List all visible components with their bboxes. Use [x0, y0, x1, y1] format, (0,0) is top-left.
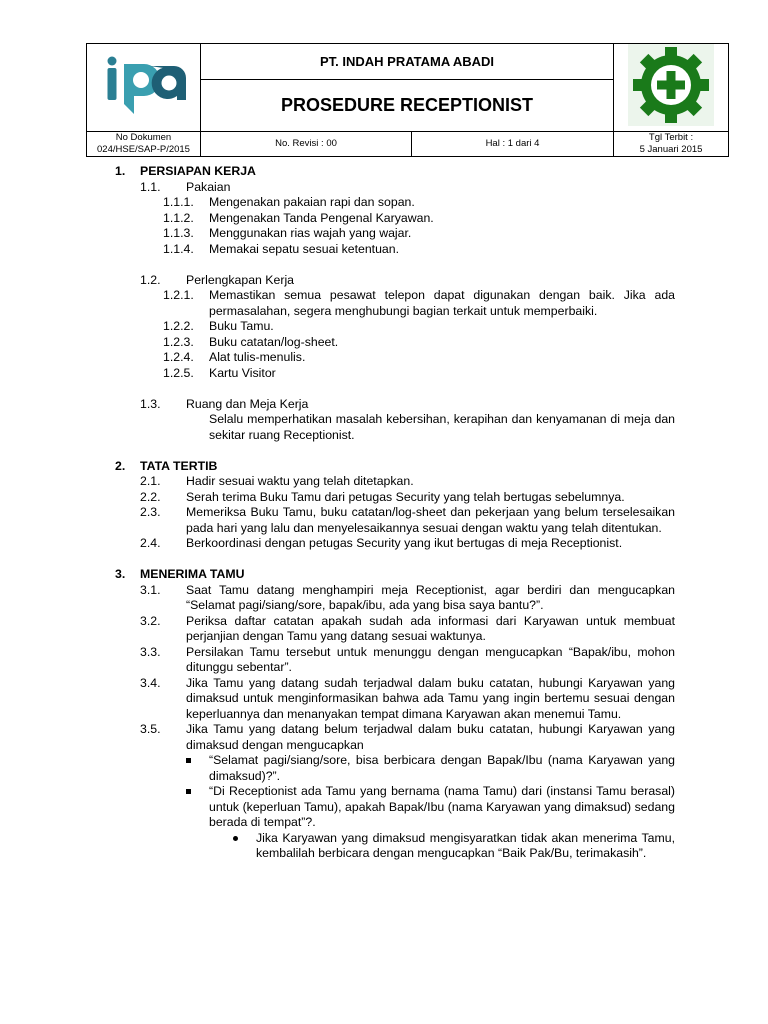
item-number: 2.2. — [140, 489, 161, 504]
item-text: Memeriksa Buku Tamu, buku catatan/log-sheet dan pekerjaan yang belum terselesaikan pada hari yang lalu dan menyelesaikannya sesuai dengan waktu yang telah ditentukan. — [186, 505, 675, 535]
item-number: 3.1. — [140, 582, 161, 597]
item-text: Jika Tamu yang datang sudah terjadwal dalam buku catatan, hubungi Karyawan yang dimaksud untuk menginformasikan bahwa ada Tamu yang ingin bertemu sesuai dengan keperluannya dan menanyakan tempat dimana Karyawan akan menemui Tamu. — [186, 675, 675, 721]
item-number: 3.3. — [140, 644, 161, 659]
revision-number: No. Revisi : 00 — [201, 132, 412, 157]
bullet-item — [115, 753, 675, 784]
list-item — [115, 211, 675, 227]
list-item — [115, 288, 675, 319]
square-bullet-icon — [186, 789, 191, 794]
subbullet-text: Jika Karyawan yang dimaksud mengisyaratkan tidak akan menerima Tamu, kembalilah berbicara dengan mengucapkan “Baik Pak/Bu, terimakasih”. — [256, 830, 675, 860]
item-text: Berkoordinasi dengan petugas Security yang ikut bertugas di meja Receptionist. — [186, 536, 623, 550]
list-item — [115, 335, 675, 351]
item-number: 3.4. — [140, 675, 161, 690]
item-number: 2.3. — [140, 505, 161, 519]
paragraph: Selalu memperhatikan masalah kebersihan, kerapihan dan kenyamanan di meja dan sekitar ruang Receptionist. — [209, 412, 675, 442]
bullet-text: “Selamat pagi/siang/sore, bisa berbicara dengan Bapak/Ibu (nama Karyawan yang dimaksud)?”. — [209, 753, 675, 783]
document-title: PROSEDURE RECEPTIONIST — [201, 80, 614, 132]
list-item — [115, 226, 675, 242]
item-text: Mengenakan Tanda Pengenal Karyawan. — [209, 210, 434, 225]
round-bullet-icon — [233, 836, 238, 841]
item-text: Menggunakan rias wajah yang wajar. — [209, 226, 412, 240]
list-item — [115, 490, 675, 506]
square-bullet-icon — [186, 758, 191, 763]
section-number: 3. — [115, 567, 126, 581]
list-item — [115, 536, 675, 552]
safety-logo-cell — [614, 44, 729, 132]
issue-date — [614, 132, 729, 157]
item-number: 1.1.2. — [163, 210, 194, 225]
section-title: MENERIMA TAMU — [140, 567, 245, 581]
item-text: Jika Tamu yang datang belum terjadwal dalam buku catatan, hubungi Karyawan yang dimaksud dengan mengucapkan — [186, 722, 675, 752]
subsection-number: 1.1. — [140, 179, 161, 194]
list-item — [115, 645, 675, 676]
item-number: 3.2. — [140, 613, 161, 628]
list-item — [115, 676, 675, 723]
item-number: 2.1. — [140, 474, 161, 488]
subsection-title: Pakaian — [186, 179, 231, 194]
subsection-heading — [115, 180, 675, 196]
list-item — [115, 242, 675, 258]
section-title: PERSIAPAN KERJA — [140, 164, 256, 178]
subsection-number: 1.2. — [140, 272, 161, 287]
doc-no-value: 024/HSE/SAP-P/2015 — [97, 144, 190, 155]
item-number: 3.5. — [140, 722, 161, 736]
item-text: Mengenakan pakaian rapi dan sopan. — [209, 195, 415, 209]
section-tata-tertib — [115, 459, 675, 552]
ipa-logo — [98, 54, 190, 116]
item-number: 1.1.4. — [163, 241, 194, 256]
list-item — [115, 195, 675, 211]
subsection-title: Perlengkapan Kerja — [186, 272, 295, 287]
item-number: 1.1.1. — [163, 195, 194, 209]
item-number: 2.4. — [140, 536, 161, 550]
item-text: Hadir sesuai waktu yang telah ditetapkan. — [186, 474, 414, 488]
item-text: Alat tulis-menulis. — [209, 350, 306, 364]
page-number: Hal : 1 dari 4 — [412, 132, 614, 157]
item-number: 1.2.5. — [163, 365, 194, 380]
item-text: Periksa daftar catatan apakah sudah ada informasi dari Karyawan untuk membuat perjanjian dengan Tamu yang datang sesuai waktunya. — [186, 613, 675, 643]
item-number: 1.2.3. — [163, 334, 194, 349]
document-number — [87, 132, 201, 157]
bullet-item — [115, 784, 675, 831]
subsection-number: 1.3. — [140, 396, 161, 411]
item-text: Memakai sepatu sesuai ketentuan. — [209, 241, 400, 256]
item-text: Persilakan Tamu tersebut untuk menunggu dengan mengucapkan “Bapak/ibu, mohon ditunggu sebentar”. — [186, 644, 675, 674]
company-logo-cell — [87, 44, 201, 132]
item-number: 1.2.2. — [163, 319, 194, 333]
issue-date-value: 5 Januari 2015 — [639, 144, 703, 155]
bullet-text: “Di Receptionist ada Tamu yang bernama (nama Tamu) dari (instansi Tamu berasal) untuk (keperluan Tamu), apakah Bapak/Ibu (nama Karyawan yang dimaksud) sedang berada di tempat”?. — [209, 784, 675, 829]
list-item — [115, 722, 675, 753]
item-text: Buku catatan/log-sheet. — [209, 334, 339, 349]
list-item — [115, 505, 675, 536]
document-body — [115, 164, 675, 862]
section-persiapan-kerja — [115, 164, 675, 443]
section-title: TATA TERTIB — [140, 458, 218, 473]
item-text: Memastikan semua pesawat telepon dapat digunakan dengan baik. Jika ada permasalahan, segera menghubungi bagian terkait untuk memperbaiki. — [209, 288, 675, 318]
item-text: Kartu Visitor — [209, 365, 276, 380]
list-item — [115, 474, 675, 490]
item-number: 1.2.1. — [163, 288, 194, 302]
list-item — [115, 583, 675, 614]
item-text: Saat Tamu datang menghampiri meja Receptionist, agar berdiri dan mengucapkan “Selamat pagi/siang/sore, bapak/ibu, ada yang bisa saya bantu?”. — [186, 582, 675, 612]
item-number: 1.1.3. — [163, 226, 194, 240]
list-item — [115, 350, 675, 366]
section-number: 1. — [115, 164, 126, 178]
item-text: Buku Tamu. — [209, 319, 274, 333]
item-number: 1.2.4. — [163, 350, 194, 364]
subbullet-item — [115, 831, 675, 862]
section-number: 2. — [115, 458, 126, 473]
company-name: PT. INDAH PRATAMA ABADI — [201, 44, 614, 80]
document-header — [86, 43, 728, 155]
list-item — [115, 366, 675, 382]
subsection-heading — [115, 397, 675, 413]
subsection-title: Ruang dan Meja Kerja — [186, 396, 309, 411]
list-item — [115, 614, 675, 645]
doc-no-label: No Dokumen — [115, 132, 172, 143]
safety-gear-cross-icon — [628, 44, 714, 126]
item-text: Serah terima Buku Tamu dari petugas Security yang telah bertugas sebelumnya. — [186, 489, 625, 504]
issue-date-label: Tgl Terbit : — [648, 132, 694, 143]
list-item — [115, 319, 675, 335]
section-menerima-tamu — [115, 567, 675, 862]
subsection-heading — [115, 273, 675, 289]
